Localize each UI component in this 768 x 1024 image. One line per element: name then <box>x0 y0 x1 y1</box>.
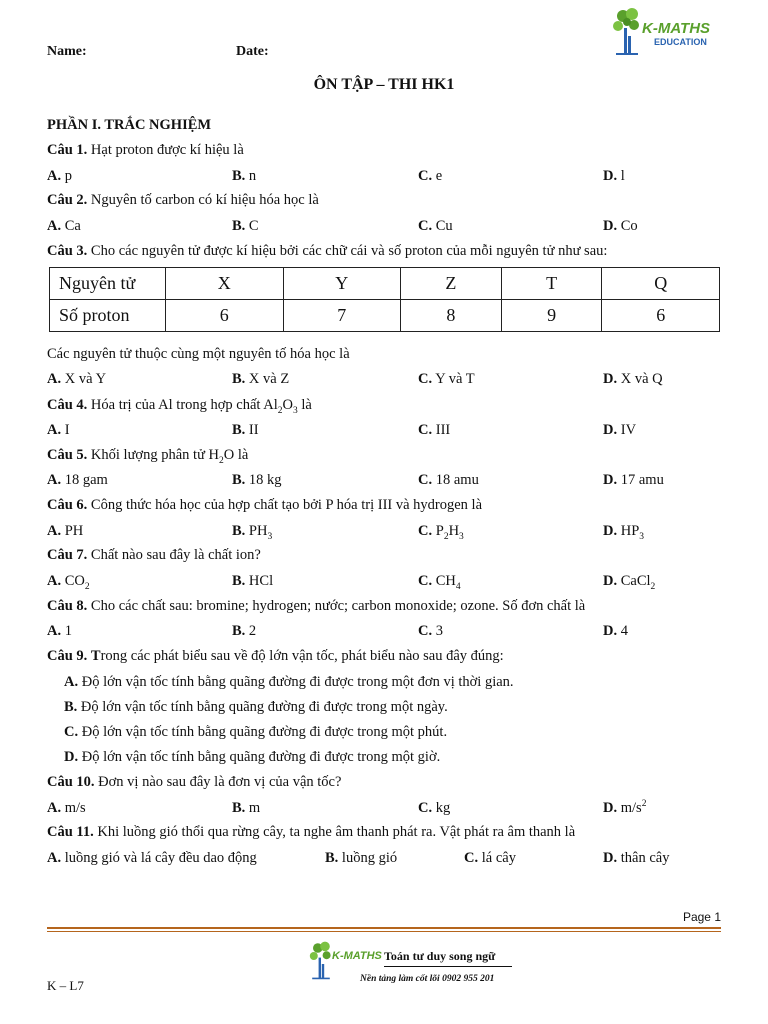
page-title: ÔN TẬP – THI HK1 <box>313 76 455 93</box>
q7-option-d: D. CaCl$_2$ <box>603 573 656 592</box>
question-7: Câu 7. Chất nào sau đây là chất ion? <box>47 547 261 563</box>
tree-icon <box>612 6 642 56</box>
proton-table <box>49 267 720 332</box>
q11-option-c: C. lá cây <box>464 850 516 866</box>
q8-option-a: A. 1 <box>47 623 72 639</box>
q1-option-d: D. l <box>603 168 625 184</box>
q9-option-c: C. Độ lớn vận tốc tính bằng quãng đường đi được trong một phút. <box>64 724 448 740</box>
footer-slogan: Toán tư duy song ngữ <box>384 949 496 963</box>
table-cell: Z <box>401 268 502 300</box>
question-1: Câu 1. Hạt proton được kí hiệu là <box>47 142 244 158</box>
question-8: Câu 8. Cho các chất sau: bromine; hydrogen; nước; carbon monoxide; ozone. Số đơn chất là <box>47 598 586 614</box>
table-cell: Q <box>602 268 720 300</box>
q5-option-c: C. 18 amu <box>418 472 479 488</box>
q5-option-b: B. 18 kg <box>232 472 282 488</box>
q6-option-b: B. $PH_3$ <box>232 523 273 542</box>
section-heading: PHẦN I. TRẮC NGHIỆM <box>47 117 212 133</box>
question-3-followup: Các nguyên tử thuộc cùng một nguyên tố hóa học là <box>47 346 350 362</box>
q2-option-a: A. Ca <box>47 218 81 234</box>
question-5: Câu 5. Khối lượng phân tử $H_2O$ là <box>47 447 249 466</box>
q1-option-a: A. p <box>47 168 72 184</box>
q10-option-b: B. m <box>232 800 261 816</box>
q7-option-c: C. $CH_4$ <box>418 573 461 592</box>
table-cell: 9 <box>501 300 602 332</box>
q11-option-b: B. luồng gió <box>325 850 398 866</box>
table-cell: 6 <box>166 300 284 332</box>
question-6: Câu 6. Công thức hóa học của hợp chất tạo bởi P hóa trị III và hydrogen là <box>47 497 483 513</box>
question-2: Câu 2. Nguyên tố carbon có kí hiệu hóa học là <box>47 192 319 208</box>
q2-option-c: C. Cu <box>418 218 453 234</box>
tree-icon <box>308 940 334 980</box>
q9-option-a: A. Độ lớn vận tốc tính bằng quãng đường đi được trong một đơn vị thời gian. <box>64 674 514 690</box>
table-cell: Nguyên tử <box>50 268 166 300</box>
footer-tagline: Nền tảng làm cốt lõi 0902 955 201 <box>360 974 495 984</box>
header-logo <box>612 6 722 58</box>
table-cell: T <box>501 268 602 300</box>
footer-logo-brand: K-MATHS <box>332 950 382 962</box>
q10-option-c: C. kg <box>418 800 451 816</box>
question-9: Câu 9. Trong các phát biểu sau về độ lớn vận tốc, phát biểu nào sau đây đúng: <box>47 648 504 664</box>
q5-option-a: A. 18 gam <box>47 472 108 488</box>
q3-option-a: A. X và Y <box>47 371 107 387</box>
table-cell: Y <box>283 268 401 300</box>
q1-option-c: C. e <box>418 168 443 184</box>
table-cell: X <box>166 268 284 300</box>
document-code: K – L7 <box>47 978 84 993</box>
q6-option-a: A. PH <box>47 523 84 539</box>
date-label: Date: <box>236 44 269 59</box>
footer-slogan-underline <box>384 966 512 967</box>
question-3: Câu 3. Cho các nguyên tử được kí hiệu bởi các chữ cái và số proton của mỗi nguyên tử như sau: <box>47 243 608 259</box>
q4-option-a: A. I <box>47 422 70 438</box>
table-cell: Số proton <box>50 300 166 332</box>
table-cell: 7 <box>283 300 401 332</box>
table-row <box>50 268 720 300</box>
q11-option-d: D. thân cây <box>603 850 670 866</box>
q4-option-b: B. II <box>232 422 259 438</box>
question-11: Câu 11. Khi luồng gió thổi qua rừng cây, ta nghe âm thanh phát ra. Vật phát ra âm thanh là <box>47 824 576 840</box>
table-cell: 6 <box>602 300 720 332</box>
q6-option-c: C. $P_2H_3$ <box>418 523 464 542</box>
q3-option-d: D. X và Q <box>603 371 663 387</box>
q11-option-a: A. luồng gió và lá cây đều dao động <box>47 850 257 866</box>
q10-option-d: D. $m/s^2$ <box>603 799 647 816</box>
q3-option-b: B. X và Z <box>232 371 290 387</box>
q8-option-c: C. 3 <box>418 623 443 639</box>
q10-option-a: A. m/s <box>47 800 86 816</box>
q9-option-b: B. Độ lớn vận tốc tính bằng quãng đường đi được trong một ngày. <box>64 699 448 715</box>
question-4: Câu 4. Hóa trị của Al trong hợp chất $Al_2O_3$ là <box>47 397 312 416</box>
q7-option-a: A. $CO_2$ <box>47 573 90 592</box>
q6-option-d: D. $HP_3$ <box>603 523 645 542</box>
q2-option-b: B. C <box>232 218 259 234</box>
name-label: Name: <box>47 44 87 59</box>
footer-logo <box>308 940 518 986</box>
q4-option-d: D. IV <box>603 422 637 438</box>
q5-option-d: D. 17 amu <box>603 472 664 488</box>
logo-brand: K-MATHS <box>642 20 711 37</box>
page-number: Page 1 <box>682 910 721 924</box>
q2-option-d: D. Co <box>603 218 638 234</box>
footer-rule-thin <box>47 931 721 932</box>
question-10: Câu 10. Đơn vị nào sau đây là đơn vị của vận tốc? <box>47 774 342 790</box>
q3-option-c: C. Y và T <box>418 371 475 387</box>
q1-option-b: B. n <box>232 168 257 184</box>
logo-sub: EDUCATION <box>654 37 707 47</box>
q8-option-b: B. 2 <box>232 623 257 639</box>
table-row <box>50 300 720 332</box>
q7-option-b: B. HCl <box>232 573 274 589</box>
q4-option-c: C. III <box>418 422 451 438</box>
q8-option-d: D. 4 <box>603 623 628 639</box>
table-cell: 8 <box>401 300 502 332</box>
q9-option-d: D. Độ lớn vận tốc tính bằng quãng đường đi được trong một giờ. <box>64 749 441 765</box>
footer-rule-thick <box>47 927 721 929</box>
